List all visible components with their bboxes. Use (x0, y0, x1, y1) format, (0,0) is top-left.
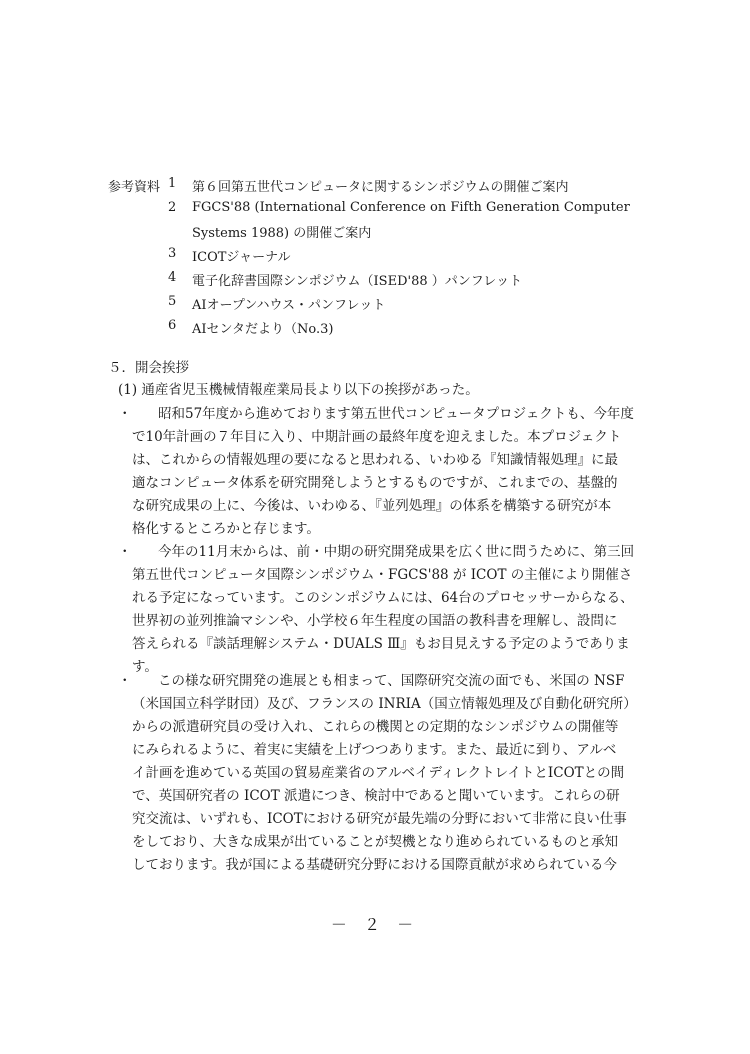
paragraph-line: （米国国立科学財団）及び、フランスの INRIA（国立情報処理及び自動化研究所） (132, 696, 637, 712)
paragraph-line: この様な研究開発の進展とも相まって、国際研究交流の面でも、米国の NSF (158, 673, 625, 689)
paragraph-line: は、これからの情報処理の要になると思われる、いわゆる『知識情報処理』に最 (132, 452, 618, 468)
paragraph-line: 答えられる『談話理解システム・DUALS Ⅲ』もお目見えする予定のようでありま (132, 636, 630, 652)
reference-number: 2 (168, 200, 177, 215)
paragraph-line: れる予定になっています。このシンポジウムには、64台のプロセッサーからなる、 (132, 590, 634, 606)
paragraph-line: 格化するところかと存じます。 (132, 521, 320, 537)
bullet: ・ (118, 406, 132, 422)
page-number: － ２ － (330, 915, 420, 934)
reference-text: Systems 1988) の開催ご案内 (192, 226, 372, 241)
paragraph-line: 適なコンピュータ体系を研究開発しようとするものですが、これまでの、基盤的 (132, 475, 618, 491)
paragraph-line: をしており、大きな成果が出ていることが契機となり進められているものと承知 (132, 834, 618, 850)
paragraph-line: な研究成果の上に、今後は、いわゆる、『並列処理』の体系を構築する研究が本 (132, 498, 612, 514)
paragraph-line: で10年計画の７年目に入り、中期計画の最終年度を迎えました。本プロジェクト (132, 429, 622, 445)
paragraph-line: しております。我が国による基礎研究分野における国際貢献が求められている今 (132, 857, 617, 873)
paragraph-line: す。 (132, 659, 158, 675)
reference-number: 4 (168, 270, 177, 285)
reference-text: AIセンタだより（No.3) (192, 322, 334, 337)
reference-text: FGCS'88 (International Conference on Fifth Generation Computer (192, 200, 630, 215)
bullet: ・ (118, 544, 132, 560)
paragraph-line: イ計画を進めている英国の貿易産業省のアルベイディレクトレイトとICOTとの間 (132, 765, 625, 781)
reference-text: 第６回第五世代コンピュータに関するシンポジウムの開催ご案内 (192, 180, 569, 195)
section-heading: ５．開会挨拶 (108, 360, 189, 376)
paragraph-line: 昭和57年度から進めております第五世代コンピュータプロジェクトも、今年度 (158, 406, 634, 422)
paragraph-line: 究交流は、いずれも、ICOTにおける研究が最先端の分野において非常に良い仕事 (132, 811, 627, 827)
reference-number: 6 (168, 318, 177, 333)
reference-text: 電子化辞書国際シンポジウム（ISED'88 ）パンフレット (192, 274, 523, 289)
bullet: ・ (118, 673, 132, 689)
paragraph-line: 世界初の並列推論マシンや、小学校６年生程度の国語の教科書を理解し、設問に (132, 613, 618, 629)
reference-text: ICOTジャーナル (192, 250, 291, 265)
reference-number: 1 (168, 176, 177, 191)
reference-text: AIオープンハウス・パンフレット (192, 298, 386, 313)
item-line: (1) 通産省児玉機械情報産業局長より以下の挨拶があった。 (118, 382, 479, 398)
reference-lead: 参考資料 (108, 180, 161, 195)
paragraph-line: からの派遣研究員の受け入れ、これらの機関との定期的なシンポジウムの開催等 (132, 719, 619, 735)
reference-number: 3 (168, 246, 177, 261)
paragraph-line: 第五世代コンピュータ国際シンポジウム・FGCS'88 が ICOT の主催により開催さ (132, 567, 633, 583)
paragraph-line: で、英国研究者の ICOT 派遣につき、検討中であると聞いています。これらの研 (132, 788, 620, 804)
paragraph-line: にみられるように、着実に実績を上げつつあります。また、最近に到り、アルベ (132, 742, 617, 758)
reference-number: 5 (168, 294, 177, 309)
paragraph-line: 今年の11月末からは、前・中期の研究開発成果を広く世に問うために、第三回 (158, 544, 635, 560)
